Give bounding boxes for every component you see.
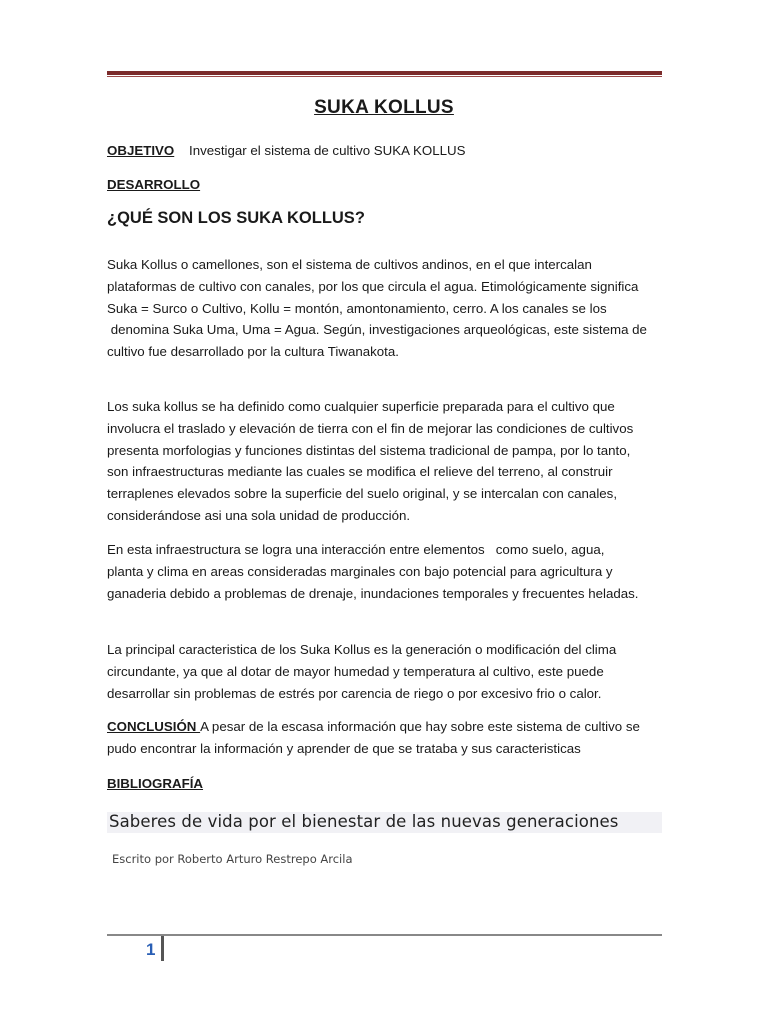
- paragraph-line: Suka = Surco o Cultivo, Kollu = montón, amontonamiento, cerro. A los canales se los: [107, 300, 607, 316]
- conclusion-label: CONCLUSIÓN: [107, 719, 201, 734]
- objetivo-text: Investigar el sistema de cultivo SUKA KOLLUS: [189, 143, 466, 158]
- paragraph-line: Suka Kollus o camellones, son el sistema de cultivos andinos, en el que intercalan: [107, 257, 592, 272]
- header-rule: [107, 71, 662, 77]
- paragraph-3: [107, 539, 667, 604]
- paragraph-line: desarrollar sin problemas de estrés por carencia de riego o por excesivo frio o calor.: [107, 685, 602, 701]
- paragraph-line: Los suka kollus se ha definido como cualquier superficie preparada para el cultivo que: [107, 399, 615, 414]
- paragraph-line: denomina Suka Uma, Uma = Agua. Según, investigaciones arqueológicas, este sistema de: [107, 322, 647, 338]
- question-heading: ¿QUÉ SON LOS SUKA KOLLUS?: [107, 209, 365, 227]
- page-number: 1: [146, 940, 156, 959]
- paragraph-line: presenta morfologias y funciones distintas del sistema tradicional de pampa, por lo tanto,: [107, 442, 631, 458]
- objetivo-line: [107, 143, 465, 158]
- paragraph-line: ganaderia debido a problemas de drenaje, inundaciones temporales y frecuentes heladas.: [107, 585, 639, 601]
- objetivo-label: OBJETIVO: [107, 143, 175, 158]
- footer-rule: [107, 934, 662, 936]
- paragraph-line: circundante, ya que al dotar de mayor humedad y temperatura al cultivo, este puede: [107, 663, 604, 679]
- paragraph-line: son infraestructuras mediante las cuales se modifica el relieve del terreno, al construir: [107, 464, 613, 480]
- conclusion-text: pudo encontrar la información y aprender de que se trataba y sus caracteristicas: [107, 740, 581, 756]
- paragraph-line: plataformas de cultivo con canales, por los que circula el agua. Etimológicamente significa: [107, 278, 639, 294]
- conclusion-text: A pesar de la escasa información que hay sobre este sistema de cultivo se: [200, 719, 640, 734]
- document-title: SUKA KOLLUS: [314, 97, 454, 118]
- paragraph-4: [107, 639, 667, 704]
- paragraph-line: involucra el traslado y elevación de tierra con el fin de mejorar las condiciones de cultivos: [107, 420, 634, 436]
- paragraph-line: considerándose asi una sola unidad de producción.: [107, 507, 411, 523]
- paragraph-line: planta y clima en areas consideradas marginales con bajo potencial para agricultura y: [107, 563, 613, 579]
- source-title: Saberes de vida por el bienestar de las nuevas generaciones: [109, 812, 619, 831]
- bibliografia-label: BIBLIOGRAFÍA: [107, 776, 204, 791]
- page-number-divider: [161, 936, 164, 961]
- conclusion-first-line: [107, 716, 667, 738]
- conclusion-paragraph: [107, 716, 667, 760]
- paragraph-line: cultivo fue desarrollado por la cultura Tiwanakota.: [107, 344, 399, 360]
- paragraph-line: En esta infraestructura se logra una interacción entre elementos como suelo, agua,: [107, 542, 605, 557]
- paragraph-line: terraplenes elevados sobre la superficie del suelo original, y se intercalan con canales,: [107, 486, 618, 502]
- paragraph-line: La principal caracteristica de los Suka Kollus es la generación o modificación del clima: [107, 642, 617, 657]
- source-author: Escrito por Roberto Arturo Restrepo Arcila: [112, 852, 353, 866]
- paragraph-1: [107, 254, 667, 363]
- paragraph-2: [107, 396, 667, 527]
- desarrollo-label: DESARROLLO: [107, 177, 201, 192]
